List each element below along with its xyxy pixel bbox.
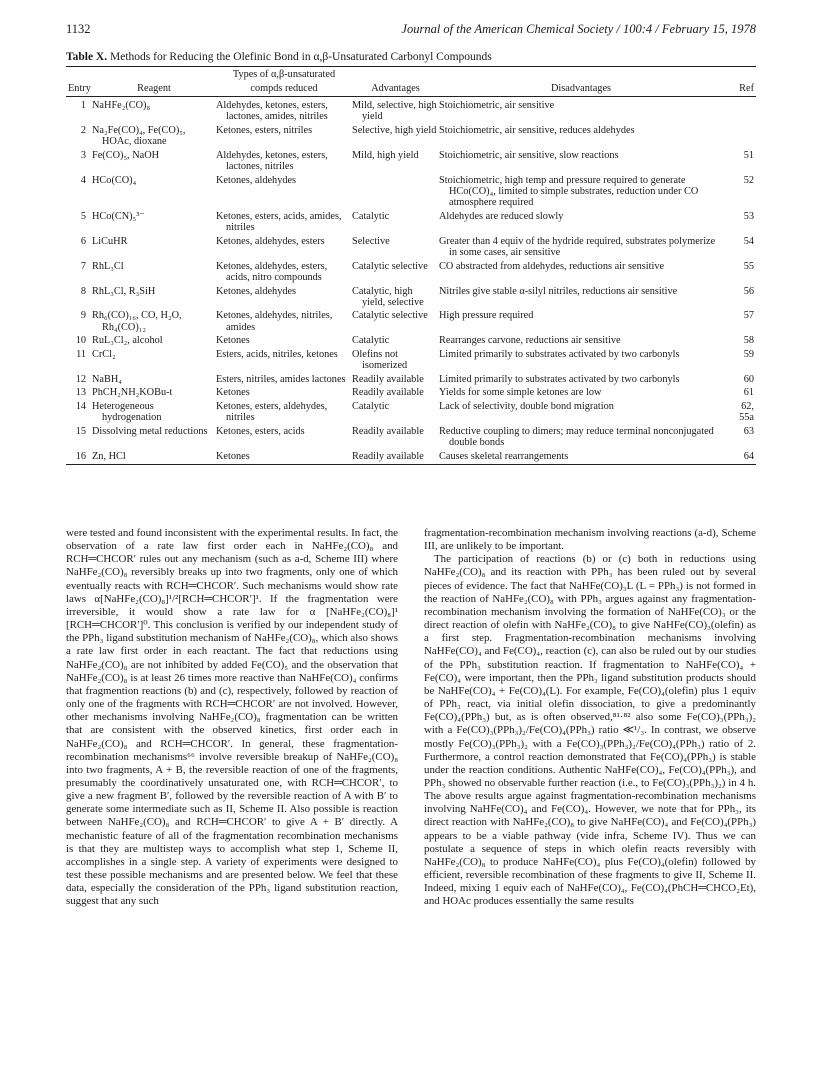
cell-advantages: Readily available (352, 451, 439, 465)
cell-ref (723, 96, 756, 124)
cell-types: Ketones (216, 451, 352, 465)
cell-reagent: Rh₆(CO)₁₆, CO, H₂O, Rh₄(CO)₁₂ (92, 310, 182, 333)
cell-entry: 8 (80, 285, 86, 297)
table-header-row-2 (66, 81, 756, 96)
page-number: 1132 (66, 22, 91, 36)
cell-ref: 54 (743, 235, 754, 247)
cell-types: Ketones, aldehydes, esters, acids, nitro compounds (216, 260, 328, 284)
cell-disadvantages: CO abstracted from aldehydes, reductions air sensitive (439, 260, 665, 272)
table-row (66, 236, 756, 261)
cell-types: Ketones, aldehydes (216, 174, 297, 186)
cell-reagent: Heterogeneous hydrogenation (92, 400, 162, 424)
cell-entry: 14 (75, 400, 86, 412)
cell-disadvantages: Lack of selectivity, double bond migration (439, 400, 614, 412)
cell-reagent: NaBH₄ (92, 373, 122, 385)
table-row (66, 286, 756, 311)
header-advantages: Advantages (352, 81, 439, 96)
cell-types: Ketones, aldehydes, nitriles, amides (216, 310, 333, 333)
cell-disadvantages: Aldehydes are reduced slowly (439, 210, 564, 222)
header-disadvantages: Disadvantages (439, 81, 723, 96)
cell-entry: 5 (80, 210, 86, 222)
table-row (66, 451, 756, 465)
cell-reagent: CrCl₂ (92, 348, 116, 360)
cell-ref: 51 (743, 149, 754, 161)
cell-reagent: RhL₃Cl (92, 260, 124, 272)
table-row (66, 125, 756, 150)
cell-types: Ketones, esters, aldehydes, nitriles (216, 400, 328, 424)
cell-disadvantages: Stoichiometric, air sensitive (439, 99, 555, 111)
cell-disadvantages: Greater than 4 equiv of the hydride required, substrates polymerize in some cases, air sensitive (439, 235, 716, 259)
cell-entry: 2 (80, 124, 86, 136)
cell-disadvantages: Nitriles give stable α-silyl nitriles, reductions air sensitive (439, 285, 678, 297)
cell-advantages: Catalytic selective (352, 310, 428, 322)
cell-advantages: Catalytic, high yield, selective (352, 285, 424, 308)
cell-disadvantages: Stoichiometric, air sensitive, slow reactions (439, 149, 619, 161)
cell-advantages: Olefins not isomerized (352, 348, 408, 372)
cell-entry: 13 (75, 387, 86, 399)
cell-ref: 52 (743, 174, 754, 186)
cell-entry: 10 (75, 335, 86, 347)
table-row (66, 150, 756, 175)
cell-advantages: Readily available (352, 425, 424, 437)
cell-reagent: NaHFe₂(CO)₈ (92, 99, 151, 111)
table-body (66, 96, 756, 464)
cell-reagent: LiCuHR (92, 235, 128, 247)
cell-ref: 59 (743, 348, 754, 360)
cell-types: Esters, acids, nitriles, ketones (216, 348, 338, 360)
cell-reagent: RuL₃Cl₂, alcohol (92, 335, 163, 347)
cell-entry: 7 (80, 260, 86, 272)
table-row (66, 96, 756, 124)
cell-types: Ketones, aldehydes, esters (216, 235, 325, 247)
cell-types: Esters, nitriles, amides lactones (216, 373, 346, 385)
cell-advantages: Catalytic selective (352, 260, 428, 272)
cell-advantages: Catalytic (352, 210, 390, 222)
cell-entry: 11 (76, 348, 86, 360)
table-row (66, 349, 756, 374)
header-types-line2: compds reduced (216, 81, 352, 96)
cell-types: Ketones, esters, nitriles (216, 124, 313, 136)
table-row (66, 175, 756, 211)
header-reagent: Reagent (92, 81, 216, 96)
cell-entry: 3 (80, 149, 86, 161)
paragraph: The participation of reactions (b) or (c) both in reductions using NaHFe₂(CO)₈ and its reaction with PPh₃ has been ruled out by several pieces of evidence. The fact that NaHFe(CO)₃L (L = PPh₃) is not formed in the reaction of NaHFe₂(CO)₈ with PPh₃ argues against any fragmentation-recombination mechanism involving the formation of NaHFe(CO)₃ or the direct reaction of olefin with NaHFe₂(CO)₈ to give NaHFe(CO)₃(olefin) as a first step. Fragmentation-recombination mechanisms involving NaHFe(CO)₄ and Fe(CO)₄, reaction (c), can also be ruled out by our studies of the PPh₃ substitution reaction. If fragmentation to NaHFe(CO)₄ + Fe(CO)₄ were important, then the PPh₃ ligand substitution products should be NaHFe(CO)₄ + Fe(CO)₄(L). For example, Fe(CO)₄(olefin) plus 1 equiv of PPh₃ react, via initial olefin dissociation, to give a predominantly Fe(CO)₄(PPh₃) but, as is often observed,⁸¹·⁸² also some Fe(CO)₃(PPh₃)₂ with a Fe(CO)₃(PPh₃)₂/Fe(CO)₄(PPh₃) ratio ≪¹/₃. In contrast, we observe mostly Fe(CO)₃(PPh₃)₂ with a Fe(CO)₃(PPh₃)₂/Fe(CO)₄(PPh₃) ratio of 2. Furthermore, a control reaction demonstrated that Fe(CO)₄(PPh₃) is stable under the reaction conditions. Authentic NaHFe(CO)₄, Fe(CO)₄(PPh₃), and PPh₃ showed no observable further reaction (i.e., to Fe(CO)₃(PPh₃)₂) in 4 h. The above results argue against fragmentation-recombination mechanisms involving NaHFe(CO)₄ and Fe(CO)₄. However, we note that for PPh₃, its direct reaction with NaHFe₂(CO)₈ to give NaHFe(CO)₄ and Fe(CO)₄(PPh₃) appears to be a viable pathway (vide infra, Scheme IV). Thus we can postulate a sequence of steps in which olefin reacts reversibly with NaHFe₂(CO)₈ to produce NaHFe(CO)₄ plus Fe(CO)₄(olefin) followed by efficient, reversible recombination of these fragments to give II, Scheme II. Indeed, mixing 1 equiv each of NaHFe(CO)₄, Fe(CO)₄(PhCH═CHCO₂Et), and HOAc produces essentially the same results (424, 553, 756, 908)
cell-advantages: Selective (352, 235, 390, 247)
paragraph: were tested and found inconsistent with the experimental results. In fact, the observation of a rate law first order each in NaHFe₂(CO)₈ and RCH═CHCOR′ rules out any mechanism (such as a-d, Scheme III) where NaHFe₂(CO)₈ reversibly breaks up into two fragments, only one of which eventually reacts with RCH═CHCOR′. Such mechanisms would show rate laws α[NaHFe₂(CO)₈]¹/²[RCH═CHCOR′]¹. If the fragmentation were irreversible, it would show a rate law for α [NaHFe₂(CO)₈]¹ [RCH═CHCOR′]⁰. This conclusion is verified by our independent study of the PPh₃ ligand substitution mechanism of NaHFe₂(CO)₈, which also shows a rate law first order in each reactant. The fact that reductions using NaHFe₂(CO)₈ are not inhibited by added Fe(CO)₅ and the observation that NaHFe₂(CO)₈ is at least 26 times more reactive than NaHFe(CO)₄ confirms that fragmention reactions (b) and (c), respectively, followed by reaction of only one of the fragments with RCH═CHCOR′ are not involved. However, other mechanisms involving NaHFe₂(CO)₈ fragmentation can be written that are consistent with the observed kinetics, first order each in NaHFe₂(CO)₈ and RCH═CHCOR′. In general, these fragmentation-recombination mechanisms⁶⁶ involve reversible breakup of NaHFe₂(CO)₈ into two fragments, A + B, the reversible reaction of one of the fragments, presumably the coordinatively unsaturated one, with RCH═CHCOR′, to give a new fragment B′, followed by the reversible reaction of A with B′ to generate some intermediate such as II, Scheme II. Also possible is reaction between NaHFe₂(CO)₈ and RCH═CHCOR′ to give A + B′ directly. A mechanistic feature of all of the fragmentation recombination mechanisms is that they are multistep ways to accomplish what step 1, Scheme II, accomplishes in a single step. A variety of experiments were designed to test these possible mechanisms and are presented below. We feel that these data, especially the consideration of the PPh₃ ligand substitution reaction, suggest that any such (66, 527, 398, 908)
cell-advantages: Readily available (352, 373, 424, 385)
table-row (66, 387, 756, 401)
left-column (66, 527, 398, 909)
cell-types: Ketones, esters, acids, amides, nitriles (216, 210, 342, 234)
cell-ref: 58 (743, 335, 754, 347)
cell-disadvantages: Reductive coupling to dimers; may reduce terminal nonconjugated double bonds (439, 425, 714, 449)
cell-entry: 16 (66, 451, 92, 465)
cell-reagent: RhL₃Cl, R₃SiH (92, 285, 156, 297)
table-row (66, 211, 756, 236)
cell-advantages: Mild, selective, high yield (352, 99, 437, 123)
running-head (66, 22, 756, 40)
table-title: Methods for Reducing the Olefinic Bond in α,β-Unsaturated Carbonyl Compounds (110, 51, 492, 63)
cell-entry: 12 (75, 373, 86, 385)
cell-reagent: Na₂Fe(CO)₄, Fe(CO)₅, HOAc, dioxane (92, 124, 186, 148)
cell-types: Ketones (216, 387, 250, 399)
cell-ref: 53 (743, 210, 754, 222)
table-row (66, 401, 756, 426)
journal-citation: Journal of the American Chemical Society / 100:4 / February 15, 1978 (401, 22, 756, 36)
cell-reagent: Dissolving metal reductions (92, 425, 208, 437)
cell-disadvantages: Rearranges carvone, reductions air sensitive (439, 335, 621, 347)
cell-disadvantages: Stoichiometric, high temp and pressure required to generate HCo(CO)₄, limited to simple substrates, reduction under CO atmosphere required (439, 174, 699, 209)
cell-ref: 63 (743, 425, 754, 437)
cell-ref: 55 (743, 260, 754, 272)
cell-entry: 4 (80, 174, 86, 186)
cell-types: Ketones (216, 335, 250, 347)
cell-entry: 1 (80, 99, 86, 111)
cell-types: Aldehydes, ketones, esters, lactones, nitriles (216, 149, 328, 173)
cell-ref: 64 (723, 451, 756, 465)
table-row (66, 426, 756, 451)
header-entry: Entry (68, 83, 91, 95)
cell-disadvantages: Limited primarily to substrates activated by two carbonyls (439, 348, 680, 360)
table-row (66, 335, 756, 349)
cell-types: Ketones, aldehydes (216, 285, 297, 297)
table-header-row-1 (66, 67, 756, 82)
cell-reagent: HCo(CN)₅³⁻ (92, 210, 145, 222)
cell-advantages: Readily available (352, 387, 424, 399)
methods-table (66, 66, 756, 465)
cell-ref (723, 125, 756, 150)
cell-disadvantages: Yields for some simple ketones are low (439, 387, 602, 399)
table-caption (66, 50, 756, 64)
cell-advantages (352, 175, 439, 211)
cell-reagent: PhCH₂NH₂KOBu-t (92, 387, 173, 399)
cell-disadvantages: Causes skeletal rearrangements (439, 451, 723, 465)
body-text (66, 527, 756, 909)
cell-types: Ketones, esters, acids (216, 425, 305, 437)
cell-advantages: Catalytic (352, 400, 390, 412)
right-column (424, 527, 756, 909)
cell-ref: 57 (743, 310, 754, 322)
cell-advantages: Mild, high yield (352, 149, 419, 161)
header-types-line1: Types of α,β-unsaturated (216, 67, 352, 82)
cell-disadvantages: Stoichiometric, air sensitive, reduces aldehydes (439, 124, 635, 136)
cell-advantages: Catalytic (352, 335, 390, 347)
cell-ref: 60 (743, 373, 754, 385)
cell-advantages: Selective, high yield (352, 124, 437, 136)
header-ref: Ref (723, 81, 756, 96)
cell-ref: 61 (743, 387, 754, 399)
cell-disadvantages: High pressure required (439, 310, 534, 322)
table-row (66, 261, 756, 286)
table-row (66, 310, 756, 335)
cell-reagent: Fe(CO)₅, NaOH (92, 149, 160, 161)
cell-entry: 15 (75, 425, 86, 437)
cell-reagent: Zn, HCl (92, 451, 216, 465)
cell-types: Aldehydes, ketones, esters, lactones, amides, nitriles (216, 99, 328, 123)
page (66, 22, 756, 465)
cell-entry: 6 (80, 235, 86, 247)
table-label: Table X. (66, 51, 108, 63)
cell-entry: 9 (80, 310, 86, 322)
cell-disadvantages: Limited primarily to substrates activated by two carbonyls (439, 373, 680, 385)
table-row (66, 374, 756, 388)
cell-reagent: HCo(CO)₄ (92, 174, 137, 186)
paragraph: fragmentation-recombination mechanism involving reactions (a-d), Scheme III, are unlikely to be important. (424, 527, 756, 553)
cell-ref: 62, 55a (739, 400, 754, 424)
cell-ref: 56 (743, 285, 754, 297)
